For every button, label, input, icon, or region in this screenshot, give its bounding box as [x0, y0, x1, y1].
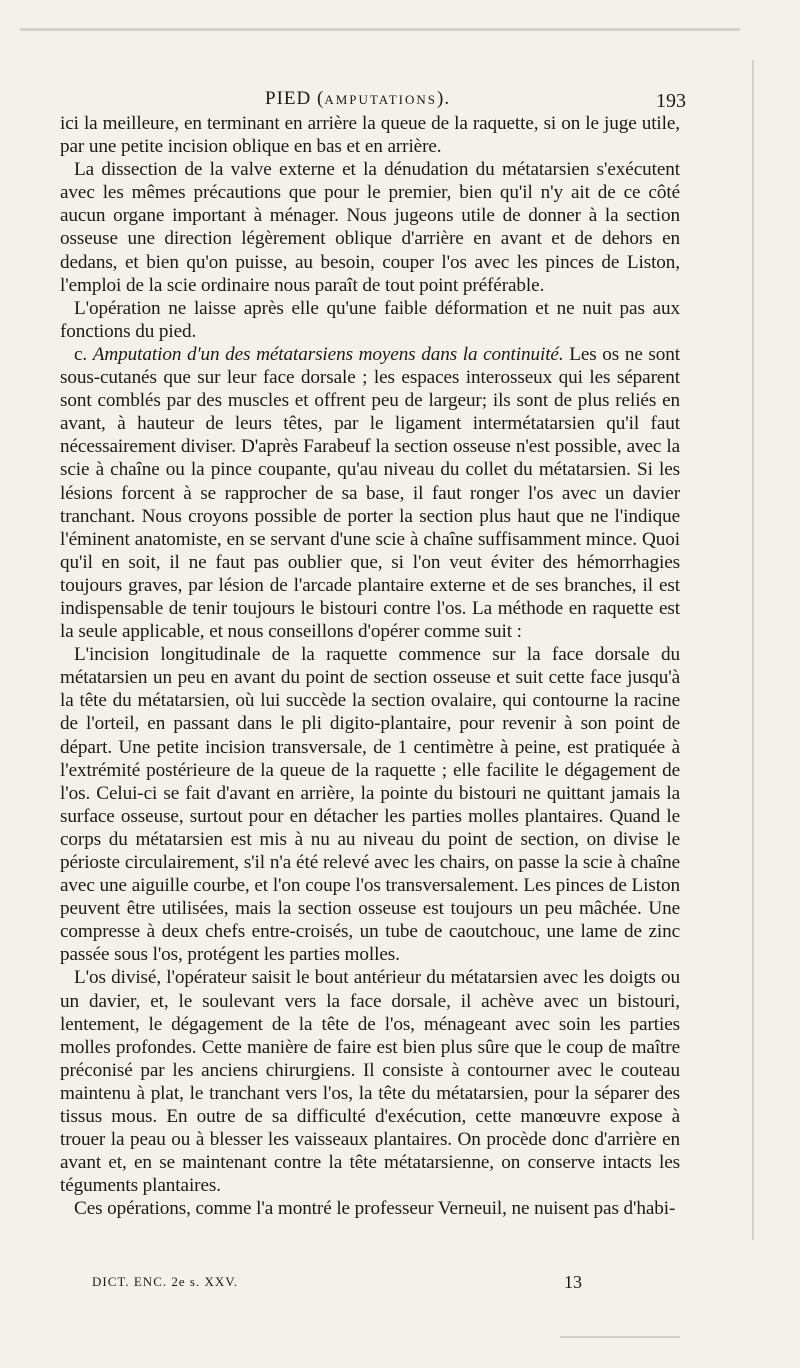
paragraph-4	[60, 343, 680, 643]
paragraph-3	[60, 297, 680, 343]
scan-noise-bottom	[560, 1336, 680, 1338]
signature-mark: DICT. ENC. 2e s. XXV.	[92, 1274, 239, 1289]
paragraph-1	[60, 112, 680, 158]
book-page	[60, 78, 686, 1221]
paragraph-5-text: L'incision longitudinale de la raquette commence sur la face dorsale du métatarsien un peu en avant du point de section osseuse et suit cette face jusqu'à la tête du métatarsien, où lui succède la section ovalaire, qui contourne la racine de l'orteil, en passant dans le pli digito-plantaire, pour revenir à son point de départ. Une petite incision transversale, de 1 centimètre à peine, est pratiquée à l'extrémité postérieure de la queue de la raquette ; elle facilite le dégagement de l'os. Celui-ci se fait d'avant en arrière, la pointe du bistouri ne quittant jamais la surface osseuse, surtout pour en détacher les parties molles plantaires. Quand le corps du métatarsien est mis à nu au niveau du point de section, on divise le périoste circulairement, s'il n'a été relevé avec les chairs, on passe la scie à chaîne avec une aiguille courbe, et l'on coupe l'os transversalement. Les pinces de Liston peuvent être utilisées, mais la section osseuse est toujours un peu mâchée. Une compresse à deux chefs entre-croisés, un tube de caoutchouc, une lame de zinc passée sous l'os, protégent les parties molles.	[60, 644, 680, 966]
paragraph-4-prefix: c.	[74, 343, 93, 365]
paragraph-2-text: La dissection de la valve externe et la dénudation du métatarsien s'exécutent avec les mêmes précautions que pour le premier, bien qu'il n'y ait de ce côté aucun organe important à ménager. Nous jugeons utile de donner à la section osseuse une direction légèrement oblique d'arrière en avant et de dehors en dedans, et bien qu'on puisse, au besoin, couper l'os avec les pinces de Liston, l'emploi de la scie ordinaire nous paraît de tout point préférable.	[60, 159, 680, 296]
paragraph-3-text: L'opération ne laisse après elle qu'une faible déformation et ne nuit pas aux fonctions du pied.	[60, 297, 680, 342]
paragraph-7-text: Ces opérations, comme l'a montré le professeur Verneuil, ne nuisent pas d'habi-	[74, 1198, 676, 1220]
body-text	[60, 112, 680, 1221]
paragraph-7	[60, 1197, 680, 1220]
page-footer	[92, 1274, 612, 1298]
paragraph-1-text: ici la meilleure, en terminant en arrière la queue de la raquette, si on le juge utile, par une petite incision oblique en bas et en arrière.	[60, 113, 680, 158]
page-number: 193	[656, 90, 686, 112]
paragraph-5	[60, 643, 680, 966]
sheet-number: 13	[564, 1272, 582, 1292]
scan-noise-top	[20, 28, 740, 31]
running-title-section: AMPUTATIONS	[324, 92, 438, 107]
scan-noise-right	[752, 60, 754, 1240]
running-title	[265, 88, 450, 110]
running-title-main: PIED (	[265, 88, 325, 109]
paragraph-4-text: Les os ne sont sous-cutanés que sur leur face dorsale ; les espaces interosseux qui les séparent sont comblés par des muscles et offrent peu de largeur; ils sont de plus reliés en avant, à hauteur de leurs têtes, par le ligament intermétatarsien qu'il faut nécessairement diviser. D'après Farabeuf la section osseuse n'est possible, avec la scie à chaîne ou la pince coupante, qu'au niveau du collet du métatarsien. Si les lésions forcent à se rapprocher de sa base, il faut ronger l'os avec un davier tranchant. Nous croyons possible de porter la section plus haut que ne l'indique l'éminent anatomiste, en se servant d'une scie à chaîne suffisamment mince. Quoi qu'il en soit, il ne faut pas oublier que, si l'on veut éviter des hémorrhagies toujours graves, par lésion de l'arcade plantaire externe et de ses branches, il est indispensable de tenir toujours le bistouri contre l'os. La méthode en raquette est la seule applicable, et nous conseillons d'opérer comme suit :	[60, 343, 680, 643]
running-title-end: ).	[437, 88, 451, 109]
running-head	[60, 78, 686, 112]
paragraph-6-text: L'os divisé, l'opérateur saisit le bout antérieur du métatarsien avec les doigts ou un davier, et, le soulevant vers la face dorsale, il achève avec un bistouri, lentement, le dégagement de la tête de l'os, ménageant avec soin les parties molles profondes. Cette manière de faire est bien plus sûre que le coup de maître préconisé par les anciens chirurgiens. Il consiste à contourner avec le couteau maintenu à plat, le tranchant vers l'os, la tête du métatarsien, pour la séparer des tissus mous. En outre de sa difficulté d'exécution, cette manœuvre expose à trouer la peau ou à blesser les vaisseaux plantaires. On procède donc d'arrière en avant et, en se maintenant contre la tête métatarsienne, on conserve intacts les téguments plantaires.	[60, 967, 680, 1197]
paragraph-4-heading: Amputation d'un des métatarsiens moyens dans la continuité.	[92, 343, 564, 365]
paragraph-2	[60, 158, 680, 297]
paragraph-6	[60, 966, 680, 1197]
